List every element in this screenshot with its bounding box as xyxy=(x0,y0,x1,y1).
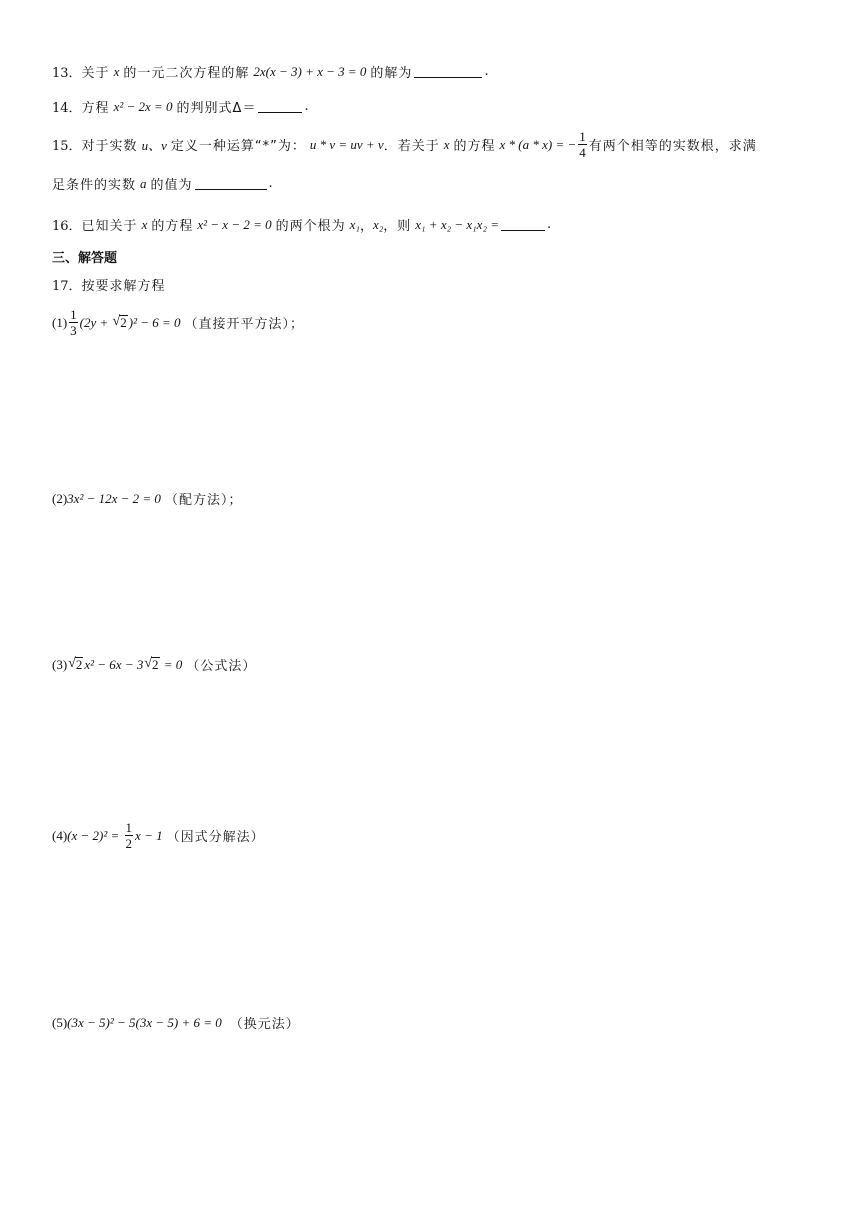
q17-part-1 xyxy=(52,308,820,337)
variables: u、v xyxy=(141,138,167,153)
question-17 xyxy=(52,275,820,294)
question-number: 13． xyxy=(52,66,82,81)
answer-blank[interactable] xyxy=(414,65,482,78)
answer-blank[interactable] xyxy=(195,177,267,190)
radicand: 2 xyxy=(75,656,83,672)
root-x1: x₁ xyxy=(349,216,360,232)
square-root: √ 2 xyxy=(144,655,159,672)
method-hint: （因式分解法） xyxy=(166,830,265,845)
equation-part: x² − 6x − 3 xyxy=(84,656,144,672)
equation: x² − x − 2 = 0 xyxy=(197,216,272,232)
q17-part-3 xyxy=(52,655,820,674)
q17-part-5 xyxy=(52,1013,820,1032)
question-number: 17． xyxy=(52,279,82,294)
fraction-denominator: 3 xyxy=(70,323,77,338)
fraction-numerator: 1 xyxy=(70,307,77,322)
question-text: 的值为 xyxy=(150,178,193,193)
q17-part-2 xyxy=(52,489,820,508)
period: . xyxy=(304,99,309,114)
question-text: 已知关于 xyxy=(81,219,138,234)
question-text: ，则 xyxy=(383,219,412,234)
question-text: ．若关于 xyxy=(383,139,440,154)
equation-part: = 0 xyxy=(160,656,183,672)
equation: 3x² − 12x − 2 = 0 xyxy=(67,490,161,506)
question-13 xyxy=(52,62,820,81)
question-text: 的方程 xyxy=(151,219,194,234)
equation: x * (a * x) = − xyxy=(499,136,577,152)
root-x2: x₂ xyxy=(372,216,384,232)
method-hint: （换元法） xyxy=(229,1017,300,1032)
equation-part: )² − 6 = 0 xyxy=(128,314,181,330)
part-label: (2) xyxy=(52,490,68,506)
equation-part: (x − 2)² = xyxy=(67,827,123,843)
expression: x₁ + x₂ − x₁x₂ = xyxy=(415,216,499,232)
radicand: 2 xyxy=(152,656,159,672)
question-text: 足条件的实数 xyxy=(52,178,137,193)
question-text: 对于实数 xyxy=(81,139,138,154)
equation-part: (2y + xyxy=(79,314,112,330)
part-label: (3) xyxy=(52,656,68,672)
part-label: (4) xyxy=(52,827,68,843)
square-root: √ 2 xyxy=(68,655,83,672)
definition: u * v = uv + v xyxy=(309,136,384,152)
answer-blank[interactable] xyxy=(258,100,302,113)
equation: 2x(x − 3) + x − 3 = 0 xyxy=(253,63,367,79)
fraction-numerator: 1 xyxy=(579,129,586,144)
question-text: 定义一种运算“*”为： xyxy=(170,139,306,154)
fraction-denominator: 2 xyxy=(125,836,133,851)
variable: x xyxy=(141,216,148,232)
question-16 xyxy=(52,215,820,234)
comma: ， xyxy=(359,219,373,234)
fraction-numerator: 1 xyxy=(125,820,133,835)
question-text: 的解为 xyxy=(370,66,413,81)
question-15-line-2 xyxy=(52,174,820,193)
fraction xyxy=(125,821,134,850)
method-hint: （配方法）； xyxy=(164,493,243,508)
question-text: 有两个相等的实数根，求满 xyxy=(588,139,757,154)
question-text: 的判别式Δ＝ xyxy=(176,101,257,116)
equation: x² − 2x = 0 xyxy=(113,98,173,114)
question-text: 的一元二次方程的解 xyxy=(123,66,250,81)
radicand: 2 xyxy=(120,314,127,330)
variable: x xyxy=(113,63,120,79)
q17-part-4 xyxy=(52,821,820,850)
question-text: 的方程 xyxy=(453,139,496,154)
question-15 xyxy=(52,130,820,159)
equation: (3x − 5)² − 5(3x − 5) + 6 = 0 xyxy=(67,1014,222,1030)
answer-blank[interactable] xyxy=(501,218,545,231)
variable: x xyxy=(443,136,450,152)
question-number: 16． xyxy=(52,219,82,234)
question-text: 关于 xyxy=(81,66,110,81)
question-number: 15． xyxy=(52,139,82,154)
period: . xyxy=(547,217,552,232)
method-hint: （直接开平方法）； xyxy=(184,317,305,332)
method-hint: （公式法） xyxy=(186,659,257,674)
question-title: 按要求解方程 xyxy=(81,279,166,294)
fraction-denominator: 4 xyxy=(579,145,586,160)
period: . xyxy=(268,176,273,191)
part-label: (5) xyxy=(52,1014,68,1030)
question-14 xyxy=(52,97,820,116)
question-number: 14． xyxy=(52,101,82,116)
fraction xyxy=(578,130,587,159)
question-text: 的两个根为 xyxy=(275,219,346,234)
period: . xyxy=(484,64,489,79)
question-text: 方程 xyxy=(81,101,110,116)
fraction xyxy=(69,308,78,337)
square-root: √ 2 xyxy=(112,313,127,330)
variable: a xyxy=(140,175,147,191)
section-heading: 三、解答题 xyxy=(52,251,118,266)
equation-part: x − 1 xyxy=(135,827,163,843)
part-label: (1) xyxy=(52,314,68,330)
